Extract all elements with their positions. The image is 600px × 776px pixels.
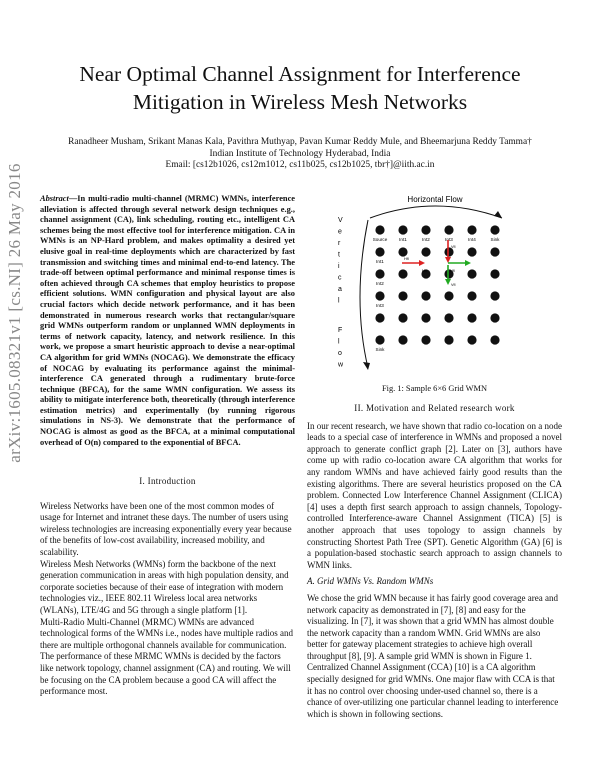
node-label: Int4 <box>468 237 476 242</box>
vertical-label-letter: l <box>338 297 340 305</box>
intro-paragraph-1: Wireless Networks have been one of the most common modes of usage for Internet and intranet these days. The number of users using wireless technologies are increasing exponentially every year because of the benefits of low-cost availability, increased mobility, and scalability. <box>40 500 292 557</box>
grid-node <box>421 335 430 344</box>
vertical-label-letter: w <box>338 361 344 369</box>
arxiv-stamp: arXiv:1605.08321v1 [cs.NI] 26 May 2016 <box>5 163 24 463</box>
column-node-label: Sink <box>375 347 385 352</box>
section-2-paragraph-3: Centralized Channel Assignment (CCA) [10] is a CA algorithm specially designed for grid WMNs. One major flaw with CCA is that it has no control over choosing under-used channel so, there is a chance of over-utilizing one particular channel leading to interference which is shown in following sections. <box>307 662 559 719</box>
horizontal-flow-arc <box>370 206 502 218</box>
node-label: Int2 <box>422 237 430 242</box>
grid-node <box>421 291 430 300</box>
section-2-paragraph-2: We chose the grid WMN because it has fairly good coverage area and network capacity as demonstrated in [7], [8] and easy for the visualizing. In [7], it was shown that a grid WMN has almost double the network capacity than a random WMN. Grid WMNs are also better for gateway placement strategies to achieve high overall throughput [8], [9]. A sample grid WMN is shown in Figure 1. <box>307 592 559 661</box>
section-2 <box>307 403 562 720</box>
grid-node <box>398 291 407 300</box>
abstract-body: —In multi-radio multi-channel (MRMC) WMNs, interference alleviation is affected through several network design techniques e.g., channel assignment (CA), link scheduling, routing etc., intelligent CA schemes being the most effective tool for interference mitigation. CA in WMNs is an NP-Hard problem, and makes optimality a desired yet elusive goal in real-time deployments which are characterized by fast transmission and switching times and minimal end-to-end latency. The trade-off between optimal performance and minimal response times is often achieved through CA schemes that employ heuristics to propose efficient solutions. WMN configuration and physical layout are also crucial factors which decide network performance, and it has been demonstrated in numerous research works that rectangular/square grid WMNs outperform random or unplanned WMN deployments in terms of network capacity, latency, and network resilience. In this work, we propose a smart heuristic approach to devise a near-optimal CA algorithm for grid WMNs (NOCAG). We demonstrate the efficacy of NOCAG by evaluating its performance against the minimal-interference CA generated through a rudimentary brute-force technique (BFCA), for the same WMN configuration. We assess its ability to mitigate interference both, theoretically (through interference estimation metrics) and experimentally (by running rigorous simulations in NS-3). We demonstrate that the performance of NOCAG is almost as good as the BFCA, at a minimal computational overhead of O(n) compared to the exponential of BFCA. <box>40 194 295 447</box>
vertical-label-letter: c <box>338 274 342 282</box>
title-line-2: Mitigation in Wireless Mesh Networks <box>132 90 468 114</box>
grid-node <box>444 313 453 322</box>
title-line-1: Near Optimal Channel Assignment for Interference <box>79 62 521 86</box>
hflow-arrow-green-head <box>465 260 471 266</box>
author-list: Ranadheer Musham, Srikant Manas Kala, Pavithra Muthyap, Pavan Kumar Reddy Mule, and Bheemarjuna Reddy Tamma† <box>68 137 532 147</box>
column-node-label: Int3 <box>376 303 384 308</box>
abstract-label: Abstract <box>40 194 69 203</box>
grid-node <box>490 269 499 278</box>
node-label: Int3 <box>445 237 453 242</box>
vertical-arrow-head <box>363 362 370 370</box>
hflow-arrow-red-head <box>419 260 425 266</box>
email-line: Email: [cs12b1026, cs12m1012, cs11b025, cs12b1025, tbr†]@iith.ac.in <box>165 160 435 171</box>
author-block <box>30 137 570 172</box>
subsection-a-heading: A. Grid WMNs Vs. Random WMNs <box>307 576 434 587</box>
flow-label: Vfl <box>451 283 456 287</box>
vertical-label-letter: l <box>338 338 340 346</box>
grid-node <box>467 225 476 234</box>
grid-node <box>398 225 407 234</box>
column-node-label: Int2 <box>376 281 384 286</box>
vertical-label-letter: i <box>338 263 340 270</box>
grid-nodes <box>373 225 500 352</box>
node-label: Sink <box>490 237 500 242</box>
grid-wmn-figure <box>330 190 560 385</box>
node-label: Source <box>372 237 388 242</box>
intro-paragraph-2: Wireless Mesh Networks (WMNs) form the backbone of the next generation communication in areas with high population density, and corporate societies because of their ease of integration with modern technologies viz., IEEE 802.11 Wireless local area networks (WLANs), LTE/4G and 5G through a single platform [1]. <box>40 558 289 615</box>
flow-arrows <box>402 240 471 285</box>
affiliation: Indian Institute of Technology Hyderabad, India <box>209 148 391 159</box>
vertical-label-letter: r <box>338 240 341 247</box>
horizontal-arrow-head <box>494 211 502 218</box>
grid-node <box>375 225 384 234</box>
grid-node <box>490 291 499 300</box>
abstract <box>40 194 295 448</box>
figure-caption: Fig. 1: Sample 6×6 Grid WMN <box>381 384 488 393</box>
horizontal-flow-label: Horizontal Flow <box>407 195 463 204</box>
grid-node <box>467 335 476 344</box>
vertical-label-letter: a <box>338 286 342 293</box>
grid-wmn-diagram <box>330 190 560 385</box>
vertical-label-letter: o <box>338 350 342 357</box>
flow-label: Vfl <box>451 245 456 249</box>
grid-node <box>421 247 430 256</box>
grid-node <box>444 225 453 234</box>
grid-node <box>490 313 499 322</box>
grid-node <box>375 269 384 278</box>
grid-node <box>444 291 453 300</box>
grid-node <box>398 269 407 278</box>
node-label: Int1 <box>399 237 407 242</box>
flow-label: Hfl <box>404 257 409 261</box>
grid-node <box>467 291 476 300</box>
grid-node <box>398 247 407 256</box>
introduction-section <box>40 476 295 698</box>
flow-label: Mfl <box>422 269 428 273</box>
grid-node <box>375 313 384 322</box>
vflow-arrow-red-head <box>445 257 451 263</box>
vertical-label-letter: F <box>338 327 343 334</box>
grid-node <box>375 335 384 344</box>
grid-node <box>490 247 499 256</box>
section-2-paragraph-1: In our recent research, we have shown that radio co-location on a node leads to a special case of interference in WMNs and proposed a novel approach to generate conflict graph [2]. Later on [3], authors have come up with radio co-location aware CA algorithm that works for any random WMNs and have achieved fairly good results than the existing algorithms. There are several heuristics proposed on the CA problem. Connected Low Interference Channel Assignment (CLICA) [4] uses a depth first search approach to assign channels, Topology-controlled Interference-aware Channel Assignment (TICA) [5] is another approach that uses topology to assign channels by constructing Shortest Path Tree (SPT). Genetic Algorithm (GA) [6] is a population-based stochastic search approach to assign channels to WMN links. <box>307 420 562 570</box>
intro-heading: I. Introduction <box>139 476 196 486</box>
vertical-flow-label <box>337 217 344 369</box>
paper-title <box>60 60 540 116</box>
grid-node <box>421 313 430 322</box>
grid-node <box>398 313 407 322</box>
section-2-heading: II. Motivation and Related research work <box>354 403 515 413</box>
grid-node <box>444 335 453 344</box>
grid-node <box>375 291 384 300</box>
grid-node <box>467 313 476 322</box>
vertical-flow-arc <box>360 220 368 368</box>
vertical-label-letter: e <box>338 228 342 236</box>
column-node-label: Int1 <box>376 259 384 264</box>
grid-node <box>467 247 476 256</box>
intro-paragraph-3: Multi-Radio Multi-Channel (MRMC) WMNs are advanced technological forms of the WMNs i.e., nodes have multiple radios and there are multiple orthogonal channels available for communication. The performance of these MRMC WMNs is decided by the factors like network topology, channel assignment (CA) and routing. We will be focusing on the CA problem because a good CA will affect the performance most. <box>40 616 294 697</box>
vertical-label-letter: V <box>338 217 343 224</box>
flow-label: Hfl <box>450 269 455 273</box>
grid-node <box>490 225 499 234</box>
grid-node <box>467 269 476 278</box>
vertical-label-letter: t <box>338 251 340 259</box>
grid-node <box>490 335 499 344</box>
grid-node <box>421 225 430 234</box>
grid-node <box>375 247 384 256</box>
grid-node <box>398 335 407 344</box>
